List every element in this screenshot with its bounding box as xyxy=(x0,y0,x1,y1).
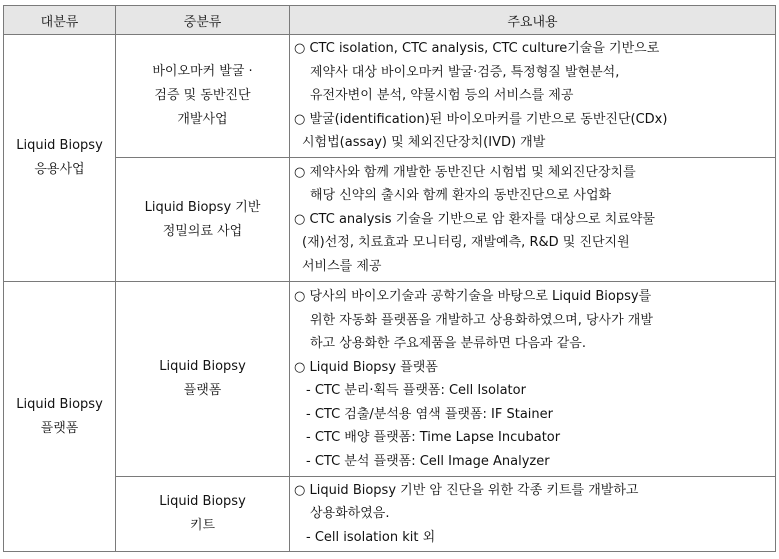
header-mid: 중분류 xyxy=(116,6,290,35)
content-line: 시험법(assay) 및 체외진단장치(IVD) 개발 xyxy=(302,135,546,151)
mid-category-line: 바이오마커 발굴 · xyxy=(152,64,253,79)
content-line: - CTC 배양 플랫폼: Time Lapse Incubator xyxy=(306,430,561,445)
header-content: 주요내용 xyxy=(290,6,776,35)
major-category-cell xyxy=(4,35,116,282)
content-line: 유전자변이 분석, 약물시험 등의 서비스를 제공 xyxy=(310,88,574,104)
content-line: - CTC 검출/분석용 염색 플랫폼: IF Stainer xyxy=(306,406,553,422)
content-line: ○ 당사의 바이오기술과 공학기술을 바탕으로 Liquid Biopsy를 xyxy=(294,289,652,304)
mid-category-line: Liquid Biopsy xyxy=(159,359,246,374)
content-line: 서비스를 제공 xyxy=(302,258,382,274)
mid-category-cell xyxy=(116,282,290,477)
header-major: 대분류 xyxy=(4,6,116,35)
major-category-line: 응용사업 xyxy=(34,162,85,177)
major-category-line: 플랫폼 xyxy=(40,420,79,436)
content-line: - CTC 분리·획득 플랫폼: Cell Isolator xyxy=(306,383,526,398)
business-table xyxy=(3,5,776,552)
content-line: ○ Liquid Biopsy 플랫폼 xyxy=(294,359,438,375)
table-row xyxy=(4,477,776,552)
content-line: - Cell isolation kit 외 xyxy=(306,529,436,545)
mid-category-line: Liquid Biopsy 기반 xyxy=(144,199,261,215)
content-line: ○ CTC isolation, CTC analysis, CTC culture기술을 기반으로 xyxy=(294,41,660,57)
content-line: ○ 발굴(identification)된 바이오마커를 기반으로 동반진단(CDx) xyxy=(294,111,668,127)
content-cell xyxy=(290,477,776,552)
content-cell xyxy=(290,282,776,477)
content-line: (재)선정, 치료효과 모니터링, 재발예측, R&D 및 진단지원 xyxy=(302,235,630,251)
content-line: 해당 신약의 출시와 함께 환자의 동반진단으로 사업화 xyxy=(310,188,612,204)
content-line: ○ 제약사와 함께 개발한 동반진단 시험법 및 체외진단장치를 xyxy=(294,164,636,180)
mid-category-line: 플랫폼 xyxy=(183,383,222,398)
content-line: - CTC 분석 플랫폼: Cell Image Analyzer xyxy=(306,453,550,469)
content-cell xyxy=(290,35,776,158)
mid-category-line: 정밀의료 사업 xyxy=(162,223,243,239)
content-cell xyxy=(290,158,776,282)
major-category-cell xyxy=(4,282,116,552)
content-line: 제약사 대상 바이오마커 발굴·검증, 특정형질 발현분석, xyxy=(310,64,620,80)
mid-category-cell xyxy=(116,35,290,158)
content-line: 위한 자동화 플랫폼을 개발하고 상용화하였으며, 당사가 개발 xyxy=(310,312,653,328)
table-row xyxy=(4,158,776,282)
header-row xyxy=(4,6,776,35)
mid-category-line: 키트 xyxy=(189,518,216,533)
content-line: 하고 상용화한 주요제품을 분류하면 다음과 같음. xyxy=(310,336,586,351)
mid-category-cell xyxy=(116,158,290,282)
table-row xyxy=(4,282,776,477)
table-row xyxy=(4,35,776,158)
mid-category-line: 개발사업 xyxy=(177,112,228,127)
mid-category-line: Liquid Biopsy xyxy=(159,494,246,509)
mid-category-cell xyxy=(116,477,290,552)
major-category-line: Liquid Biopsy xyxy=(16,396,103,412)
major-category-line: Liquid Biopsy xyxy=(16,138,103,153)
mid-category-line: 검증 및 동반진단 xyxy=(154,88,251,103)
content-line: ○ Liquid Biopsy 기반 암 진단을 위한 각종 키트를 개발하고 xyxy=(294,482,639,498)
content-line: ○ CTC analysis 기술을 기반으로 암 환자를 대상으로 치료약물 xyxy=(294,211,655,227)
content-line: 상용화하였음. xyxy=(310,506,390,522)
